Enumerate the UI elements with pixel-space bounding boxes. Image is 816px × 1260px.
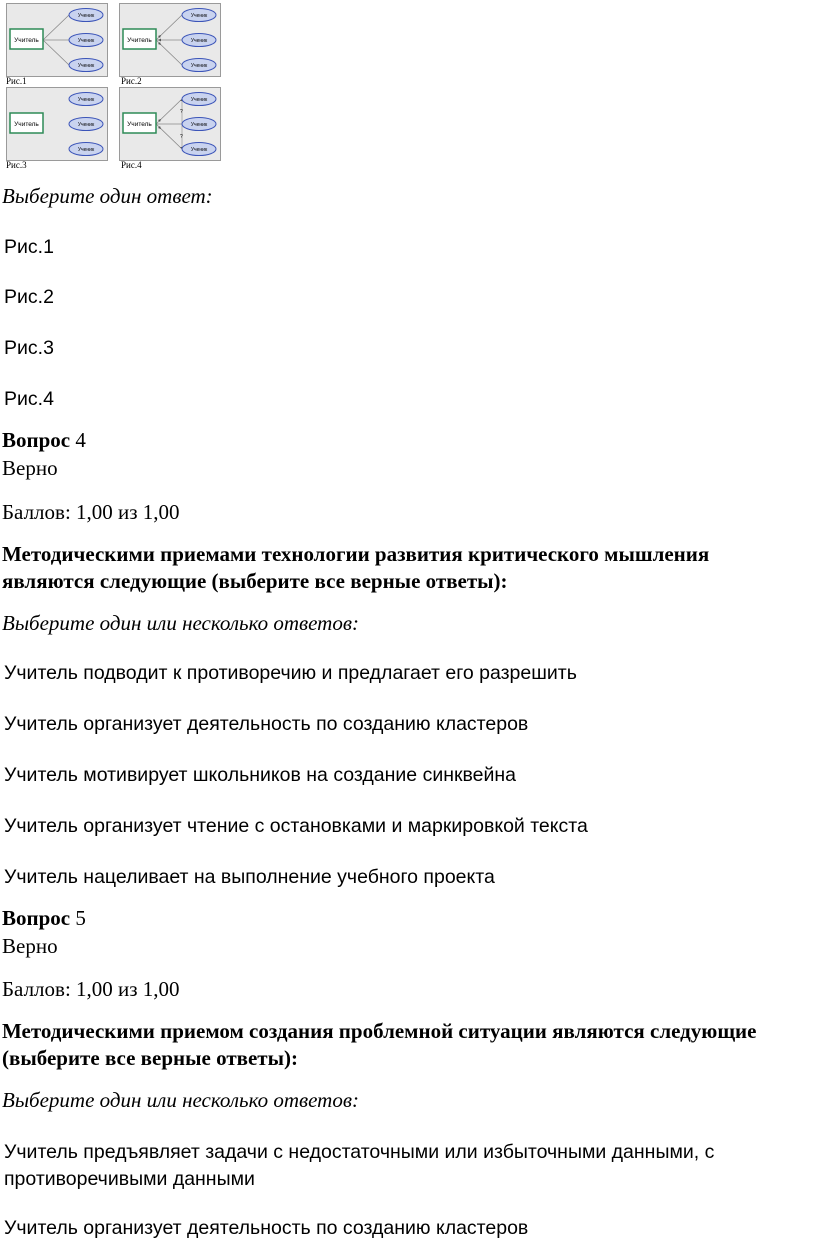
- figure-2-caption: Рис.2: [121, 76, 142, 86]
- student-label: Ученик: [77, 147, 95, 153]
- q3-option-4[interactable]: Рис.4: [4, 388, 54, 410]
- teacher-label: Учитель: [127, 121, 152, 128]
- q4-prompt: Выберите один или несколько ответов:: [2, 611, 359, 635]
- student-label: Ученик: [77, 13, 95, 19]
- figure-4-diagram: [120, 88, 220, 160]
- q5-score: Баллов: 1,00 из 1,00: [2, 977, 180, 1001]
- q3-option-1[interactable]: Рис.1: [4, 236, 54, 258]
- student-label: Ученик: [77, 122, 95, 128]
- teacher-label: Учитель: [14, 37, 39, 44]
- student-label: Ученик: [190, 122, 208, 128]
- student-label: Ученик: [190, 97, 208, 103]
- figure-3-diagram: [7, 88, 107, 160]
- figure-3: [6, 87, 108, 161]
- q4-option-4[interactable]: Учитель организует чтение с остановками и маркировкой текста: [4, 815, 588, 837]
- q4-option-2[interactable]: Учитель организует деятельность по созданию кластеров: [4, 713, 529, 735]
- q5-option-2[interactable]: Учитель организует деятельность по созданию кластеров: [4, 1217, 529, 1239]
- q5-prompt: Выберите один или несколько ответов:: [2, 1088, 359, 1112]
- teacher-label: Учитель: [127, 37, 152, 44]
- q4-option-1[interactable]: Учитель подводит к противоречию и предлагает его разрешить: [4, 662, 577, 684]
- student-label: Ученик: [77, 97, 95, 103]
- figure-4: [119, 87, 221, 161]
- q4-status: Верно: [2, 456, 58, 480]
- q4-label: Вопрос: [2, 428, 71, 452]
- q5-heading: [2, 906, 86, 931]
- q5-text: Методическими приемом создания проблемной ситуации являются следующие (выберите все верные ответы):: [2, 1019, 757, 1070]
- student-label: Ученик: [190, 63, 208, 69]
- figure-1: [6, 3, 108, 77]
- student-label: Ученик: [190, 147, 208, 153]
- q4-heading: [2, 428, 86, 453]
- student-label: Ученик: [190, 13, 208, 19]
- figure-1-diagram: [7, 4, 107, 76]
- figure-2-diagram: [120, 4, 220, 76]
- q4-score: Баллов: 1,00 из 1,00: [2, 500, 180, 524]
- figures-grid: [6, 3, 226, 173]
- q5-option-1[interactable]: Учитель предъявляет задачи с недостаточными или избыточными данными, с противоречивыми данными: [4, 1141, 715, 1190]
- q3-option-3[interactable]: Рис.3: [4, 337, 54, 359]
- figure-2: [119, 3, 221, 77]
- student-label: Ученик: [190, 38, 208, 44]
- student-label: Ученик: [77, 38, 95, 44]
- q4-text: Методическими приемами технологии развития критического мышления являются следующие (выберите все верные ответы):: [2, 542, 710, 593]
- q5-number: 5: [75, 906, 86, 930]
- q5-status: Верно: [2, 934, 58, 958]
- q3-option-2[interactable]: Рис.2: [4, 286, 54, 308]
- figure-1-caption: Рис.1: [6, 76, 27, 86]
- q5-label: Вопрос: [2, 906, 71, 930]
- q4-option-5[interactable]: Учитель нацеливает на выполнение учебного проекта: [4, 866, 495, 888]
- student-label: Ученик: [77, 63, 95, 69]
- q4-option-3[interactable]: Учитель мотивирует школьников на создание синквейна: [4, 764, 517, 786]
- svg-text:?: ?: [180, 134, 183, 140]
- figure-4-caption: Рис.4: [121, 160, 142, 170]
- q4-number: 4: [75, 428, 86, 452]
- q3-prompt: Выберите один ответ:: [2, 184, 213, 208]
- svg-text:?: ?: [180, 109, 183, 115]
- figure-3-caption: Рис.3: [6, 160, 27, 170]
- teacher-label: Учитель: [14, 121, 39, 128]
